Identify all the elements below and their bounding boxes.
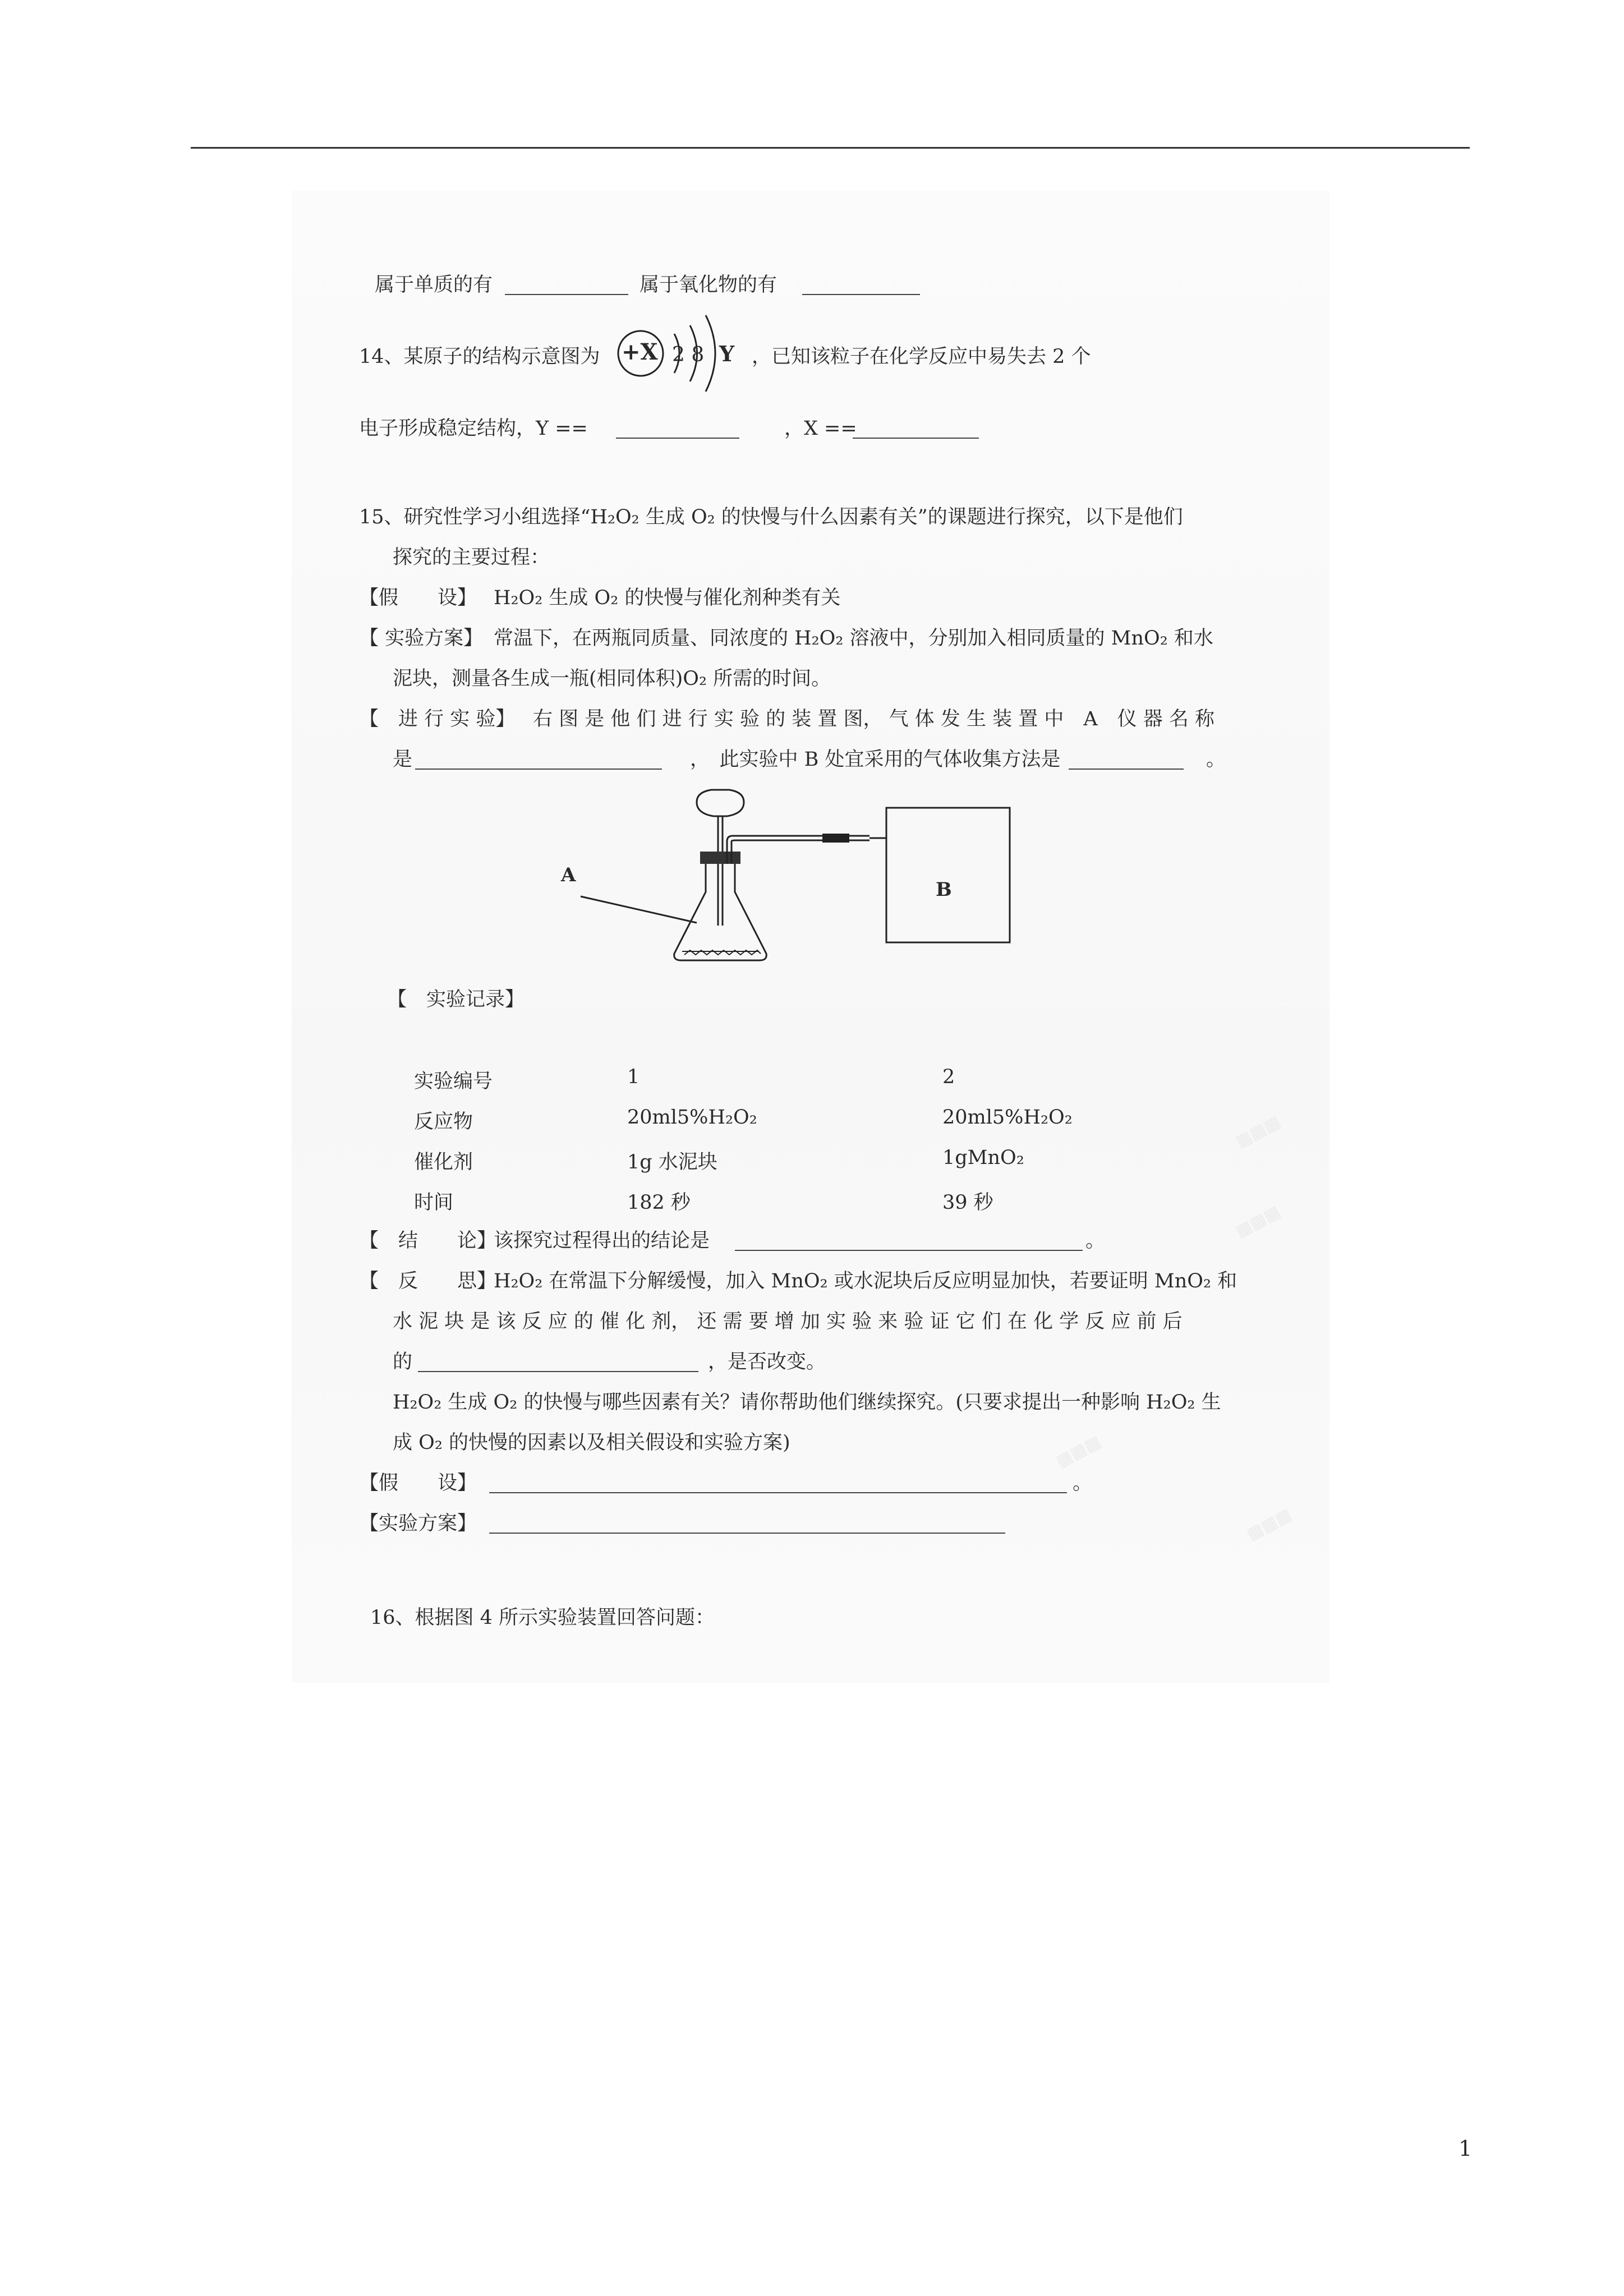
inner-shell-electrons: 2 8 [672,343,705,366]
further-inquiry-line2: 成 O₂ 的快慢的因素以及相关假设和实验方案) [393,1432,790,1454]
table-cell: 时间 [414,1191,454,1214]
reflection-line3b: ，是否改变。 [708,1351,826,1373]
reflection-label: 【 反 思】 [359,1270,497,1292]
experiment-text-line2b: ， 此实验中 B 处宜采用的气体收集方法是 [690,748,1061,771]
q15-intro-line2: 探究的主要过程： [393,546,550,569]
table-cell: 1g 水泥块 [627,1151,717,1174]
watermark-fragment: ▦▦▦ [1232,1202,1284,1241]
hypothesis-label: 【假 设】 [359,587,477,609]
table-cell: 实验编号 [414,1070,493,1093]
table-cell: 催化剂 [414,1151,473,1174]
plan2-label: 【实验方案】 [359,1512,477,1535]
q14-y-prompt: 电子形成稳定结构，Y == [359,417,588,440]
q13-oxides-blank[interactable] [802,294,920,295]
nucleus-charge: +X [622,339,658,365]
q14-x-blank[interactable] [853,438,979,439]
rubber-connector [822,834,849,843]
reflection-blank[interactable] [418,1371,698,1372]
experiment-label: 【 进 行 实 验】 [359,708,516,730]
q13-elements-label: 属于单质的有 [375,274,493,296]
conclusion-end: 。 [1085,1230,1106,1252]
experiment-text-line2c: 。 [1206,748,1226,771]
q13-oxides-label: 属于氧化物的有 [640,274,778,296]
table-cell: 20ml5%H₂O₂ [942,1106,1073,1129]
table-cell: 1 [627,1066,640,1088]
apparatus-diagram [550,785,1021,970]
reflection-line1: H₂O₂ 在常温下分解缓慢，加入 MnO₂ 或水泥块后反应明显加快，若要证明 MnO₂ 和 [494,1270,1237,1292]
collection-method-blank[interactable] [1069,769,1184,770]
conclusion-text: 该探究过程得出的结论是 [494,1230,710,1252]
funnel-cup [697,790,744,816]
record-label: 【 实验记录】 [387,988,525,1011]
hypothesis-text: H₂O₂ 生成 O₂ 的快慢与催化剂种类有关 [494,587,841,609]
table-cell: 反应物 [414,1111,473,1133]
instrument-a-blank[interactable] [415,769,662,770]
plan-text-line2: 泥块，测量各生成一瓶(相同体积)O₂ 所需的时间。 [393,668,831,690]
hypothesis2-label: 【假 设】 [359,1472,477,1494]
experiment-text-line1: 右 图 是 他 们 进 行 实 验 的 装 置 图， 气 体 发 生 装 置 中 A 仪 器 名 称 [533,708,1215,730]
collection-box-b [886,808,1010,942]
table-cell: 39 秒 [942,1191,993,1214]
label-a-pointer [581,896,697,923]
q16-text: 16、根据图 4 所示实验装置回答问题： [370,1607,715,1629]
watermark-fragment: ▦▦▦ [1052,1432,1105,1471]
conclusion-blank[interactable] [735,1250,1083,1251]
q14-after-text: ，已知该粒子在化学反应中易失去 2 个 [752,346,1091,368]
table-cell: 1gMnO₂ [942,1147,1024,1169]
stopper [700,852,740,864]
q15-intro-line1: 15、研究性学习小组选择“H₂O₂ 生成 O₂ 的快慢与什么因素有关”的课题进行探究，以下是他们 [359,506,1183,528]
hypothesis2-blank[interactable] [489,1492,1067,1493]
diagram-label-b: B [936,878,952,901]
q14-lead-text: 14、某原子的结构示意图为 [359,346,600,368]
q14-y-blank[interactable] [616,438,739,439]
hypothesis2-end: 。 [1073,1472,1093,1494]
conclusion-label: 【 结 论】 [359,1230,497,1252]
table-cell: 2 [942,1066,955,1088]
diagram-label-a: A [561,864,576,886]
table-cell: 20ml5%H₂O₂ [627,1106,757,1129]
plan-label: 【 实验方案】 [359,627,484,650]
further-inquiry-line1: H₂O₂ 生成 O₂ 的快慢与哪些因素有关？请你帮助他们继续探究。(只要求提出一种影响 H₂O₂ 生 [393,1391,1221,1414]
watermark-fragment: ▦▦▦ [1243,1504,1295,1544]
reflection-line2: 水 泥 块 是 该 反 应 的 催 化 剂， 还 需 要 增 加 实 验 来 验 证 它 们 在 化 学 反 应 前 后 [393,1310,1183,1333]
experiment-text-line2a: 是 [393,748,413,771]
outer-shell-electrons: Y [719,341,735,366]
conical-flask [674,864,767,960]
header-rule [191,147,1470,149]
q13-elements-blank[interactable] [505,294,628,295]
plan-text-line1: 常温下，在两瓶同质量、同浓度的 H₂O₂ 溶液中，分别加入相同质量的 MnO₂ 和水 [494,627,1213,650]
plan2-blank[interactable] [489,1533,1005,1534]
electron-shell-3-arc [706,315,715,392]
reflection-line3a: 的 [393,1351,413,1373]
q14-x-prompt: ，X == [784,417,857,440]
watermark-fragment: ▦▦▦ [1232,1112,1284,1152]
page-number: 1 [1459,2136,1473,2161]
table-cell: 182 秒 [627,1191,691,1214]
